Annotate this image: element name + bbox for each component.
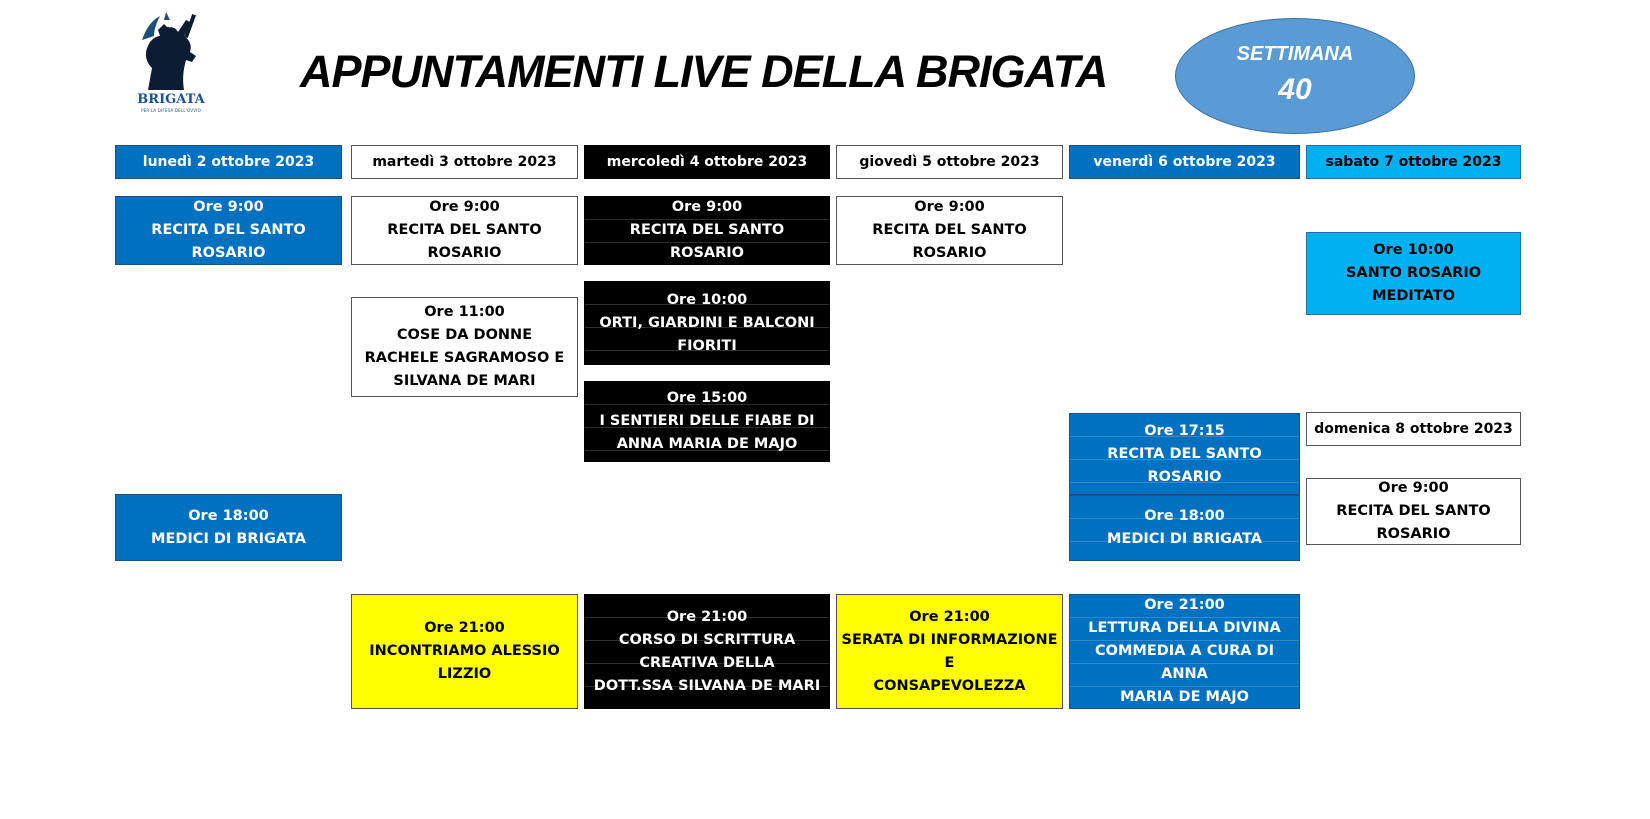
event-time: Ore 21:00 xyxy=(424,620,505,636)
logo-name: BRIGATA xyxy=(137,92,205,107)
event-card[interactable] xyxy=(584,281,830,365)
logo-subtitle: PER LA DIFESA DELL'OVVIO xyxy=(141,108,201,113)
event-time: Ore 9:00 xyxy=(1378,480,1449,496)
event-title: CREATIVA DELLA xyxy=(639,654,775,671)
event-time: Ore 18:00 xyxy=(188,507,269,524)
event-title: ROSARIO xyxy=(1376,526,1451,542)
event-card[interactable] xyxy=(584,594,830,709)
day-header-tuesday: martedì 3 ottobre 2023 xyxy=(351,145,578,179)
page-title: APPUNTAMENTI LIVE DELLA BRIGATA xyxy=(300,46,1108,97)
day-header-saturday: sabato 7 ottobre 2023 xyxy=(1306,145,1521,179)
week-badge xyxy=(1175,18,1415,134)
day-header-friday: venerdì 6 ottobre 2023 xyxy=(1069,145,1300,179)
event-title: I SENTIERI DELLE FIABE DI xyxy=(599,413,815,429)
event-title: SANTO ROSARIO xyxy=(1345,265,1482,281)
event-title: MARIA DE MAJO xyxy=(1120,689,1249,705)
day-header-sunday: domenica 8 ottobre 2023 xyxy=(1306,412,1521,446)
event-title: FIORITI xyxy=(677,337,737,354)
event-card[interactable] xyxy=(1069,413,1300,495)
event-title: COSE DA DONNE xyxy=(396,327,533,343)
event-title: LETTURA DELLA DIVINA xyxy=(1088,620,1281,636)
event-time: Ore 21:00 xyxy=(909,608,990,625)
event-title: RACHELE SAGRAMOSO E xyxy=(364,350,565,366)
event-title: RECITA DEL SANTO ROSARIO xyxy=(387,222,542,261)
event-title: MEDICI DI BRIGATA xyxy=(1107,531,1262,547)
day-header-wednesday: mercoledì 4 ottobre 2023 xyxy=(584,145,830,179)
event-card[interactable] xyxy=(115,196,342,265)
event-title: RECITA DEL SANTO xyxy=(1336,503,1491,519)
event-title: SERATA DI INFORMAZIONE E xyxy=(841,631,1058,671)
event-card[interactable] xyxy=(1306,478,1521,545)
event-title: MEDITATO xyxy=(1372,288,1455,304)
event-time: Ore 21:00 xyxy=(666,608,748,625)
event-card[interactable] xyxy=(584,196,830,265)
event-card[interactable] xyxy=(1306,232,1521,315)
brigata-logo xyxy=(130,10,212,114)
event-time: Ore 18:00 xyxy=(1144,508,1225,524)
event-title: RECITA DEL SANTO ROSARIO xyxy=(872,222,1027,261)
event-time: Ore 10:00 xyxy=(666,291,748,308)
event-time: Ore 11:00 xyxy=(424,304,505,320)
event-title: CONSAPEVOLEZZA xyxy=(873,677,1026,694)
event-card[interactable] xyxy=(115,494,342,561)
event-card[interactable] xyxy=(351,594,578,709)
event-title: ANNA MARIA DE MAJO xyxy=(616,436,798,452)
event-card[interactable] xyxy=(584,381,830,462)
week-label: SETTIMANA xyxy=(1236,43,1354,65)
event-time: Ore 9:00 xyxy=(193,199,264,215)
event-title: SILVANA DE MARI xyxy=(393,373,536,389)
event-title: RECITA DEL SANTO xyxy=(629,222,785,238)
event-time: Ore 9:00 xyxy=(671,199,743,215)
event-time: Ore 17:15 xyxy=(1144,422,1225,439)
event-time: Ore 9:00 xyxy=(429,199,500,215)
knight-horse-icon xyxy=(138,10,204,96)
day-header-thursday: giovedì 5 ottobre 2023 xyxy=(836,145,1063,179)
event-title: ORTI, GIARDINI E BALCONI xyxy=(599,314,815,331)
event-time: Ore 21:00 xyxy=(1144,597,1225,613)
week-number: 40 xyxy=(1278,73,1312,106)
event-card[interactable] xyxy=(351,196,578,265)
event-title: MEDICI DI BRIGATA xyxy=(151,530,306,547)
event-title: ROSARIO xyxy=(669,245,745,261)
event-time: Ore 10:00 xyxy=(1373,242,1454,258)
event-time: Ore 9:00 xyxy=(914,199,985,215)
event-card[interactable] xyxy=(351,297,578,397)
event-title: COMMEDIA A CURA DI ANNA xyxy=(1095,643,1274,682)
event-card[interactable] xyxy=(1069,495,1300,561)
event-title: CORSO DI SCRITTURA xyxy=(618,631,796,648)
event-title: LIZZIO xyxy=(437,666,492,682)
day-header-monday: lunedì 2 ottobre 2023 xyxy=(115,145,342,179)
event-title: DOTT.SSA SILVANA DE MARI xyxy=(593,677,821,694)
event-card[interactable] xyxy=(836,196,1063,265)
event-card[interactable] xyxy=(1069,594,1300,709)
event-title: INCONTRIAMO ALESSIO xyxy=(369,643,560,659)
event-card[interactable] xyxy=(836,594,1063,709)
event-title: RECITA DEL SANTO ROSARIO xyxy=(1107,445,1262,485)
event-title: RECITA DEL SANTO ROSARIO xyxy=(151,222,306,261)
event-time: Ore 15:00 xyxy=(666,390,748,406)
